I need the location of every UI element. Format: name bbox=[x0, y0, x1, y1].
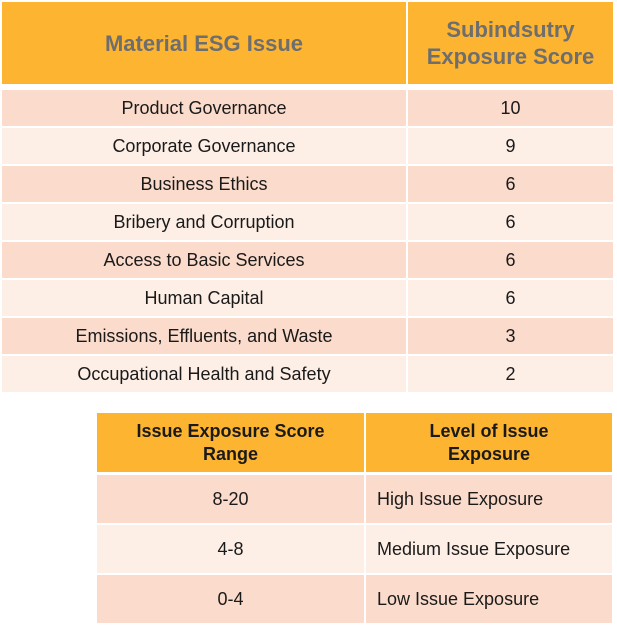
table-row bbox=[2, 127, 613, 165]
header-material-esg-issue: Material ESG Issue bbox=[2, 2, 407, 84]
issue-cell: Business Ethics bbox=[2, 165, 407, 203]
issue-cell: Corporate Governance bbox=[2, 127, 407, 165]
range-cell: 4-8 bbox=[97, 524, 365, 574]
issue-cell: Bribery and Corruption bbox=[2, 203, 407, 241]
table-row bbox=[2, 165, 613, 203]
range-cell: 8-20 bbox=[97, 474, 365, 525]
score-cell: 6 bbox=[407, 165, 613, 203]
issue-cell: Human Capital bbox=[2, 279, 407, 317]
exposure-range-table bbox=[97, 413, 612, 625]
table-row bbox=[97, 524, 612, 574]
esg-exposure-table bbox=[2, 2, 613, 394]
table-row bbox=[2, 317, 613, 355]
header-score-range: Issue Exposure Score Range bbox=[97, 413, 365, 474]
score-cell: 3 bbox=[407, 317, 613, 355]
level-cell: Medium Issue Exposure bbox=[365, 524, 612, 574]
score-cell: 10 bbox=[407, 90, 613, 127]
table-row bbox=[2, 241, 613, 279]
header-subindustry-exposure-score: Subindsutry Exposure Score bbox=[407, 2, 613, 84]
score-cell: 6 bbox=[407, 241, 613, 279]
table-row bbox=[97, 474, 612, 525]
table-row bbox=[2, 355, 613, 393]
table-row bbox=[2, 279, 613, 317]
table-row bbox=[97, 574, 612, 624]
table-row bbox=[2, 90, 613, 127]
issue-cell: Access to Basic Services bbox=[2, 241, 407, 279]
score-cell: 2 bbox=[407, 355, 613, 393]
level-cell: Low Issue Exposure bbox=[365, 574, 612, 624]
score-cell: 9 bbox=[407, 127, 613, 165]
issue-cell: Occupational Health and Safety bbox=[2, 355, 407, 393]
score-cell: 6 bbox=[407, 279, 613, 317]
table-header-row bbox=[97, 413, 612, 474]
header-level-of-exposure: Level of Issue Exposure bbox=[365, 413, 612, 474]
score-cell: 6 bbox=[407, 203, 613, 241]
issue-cell: Emissions, Effluents, and Waste bbox=[2, 317, 407, 355]
table-row bbox=[2, 203, 613, 241]
issue-cell: Product Governance bbox=[2, 90, 407, 127]
range-cell: 0-4 bbox=[97, 574, 365, 624]
level-cell: High Issue Exposure bbox=[365, 474, 612, 525]
table-header-row bbox=[2, 2, 613, 84]
